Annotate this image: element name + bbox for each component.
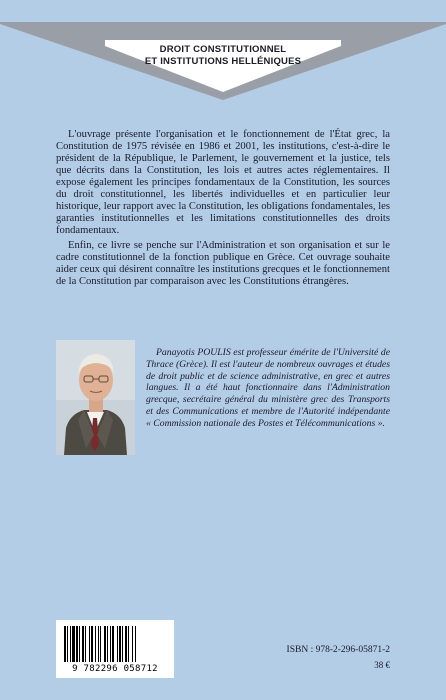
barcode bbox=[56, 620, 174, 678]
isbn: ISBN : 978-2-296-05871-2 bbox=[286, 645, 390, 655]
author-bio bbox=[146, 347, 390, 430]
series-title-line1: DROIT CONSTITUTIONNEL bbox=[159, 44, 287, 55]
series-title bbox=[0, 44, 446, 68]
author-bio-text: Panayotis POULIS est professeur émérite de l'Université de Thrace (Grèce). Il est l'auteur de nombreux ouvrages et études de droit public et de science administrative, en grec et autres langues. Il a été haut fonctionnaire dans l'Administration grecque, secrétaire général du ministère grec des Transports et des Communications et membre de l'Autorité indépendante « Commission nationale des Postes et Télécommunications ». bbox=[146, 347, 390, 429]
author-portrait-icon bbox=[56, 340, 135, 455]
author-photo bbox=[56, 340, 135, 455]
summary-paragraph-1: L'ouvrage présente l'organisation et le fonctionnement de l'État grec, la Constitution de 1975 révisée en 1986 et 2001, les institutions, c'est-à-dire le président de la République, le Parlement, le gouvernement et la justice, tels que décrits dans la Constitution, les lois et autres actes réglementaires. Il expose également les principes fondamentaux de la Constitution, les sources du droit constitutionnel, les libertés individuelles et en particulier leur historique, leur rapport avec la Constitution, les obligations fondamentales, les garanties institutionnelles et les limitations constitutionnelles des droits fondamentaux. bbox=[56, 129, 390, 236]
price: 38 € bbox=[374, 660, 390, 670]
summary-paragraph-2: Enfin, ce livre se penche sur l'Administration et son organisation et sur le cadre constitutionnel de la fonction publique en Grèce. Cet ouvrage souhaite aider ceux qui désirent connaître les institutions grecques et le fonctionnement de la Constitution par comparaison avec les Constitutions étrangères. bbox=[56, 240, 390, 287]
book-summary bbox=[56, 129, 390, 288]
barcode-digits: 9 782296 058712 bbox=[72, 664, 158, 674]
series-title-line2: ET INSTITUTIONS HELLÉNIQUES bbox=[144, 56, 302, 67]
